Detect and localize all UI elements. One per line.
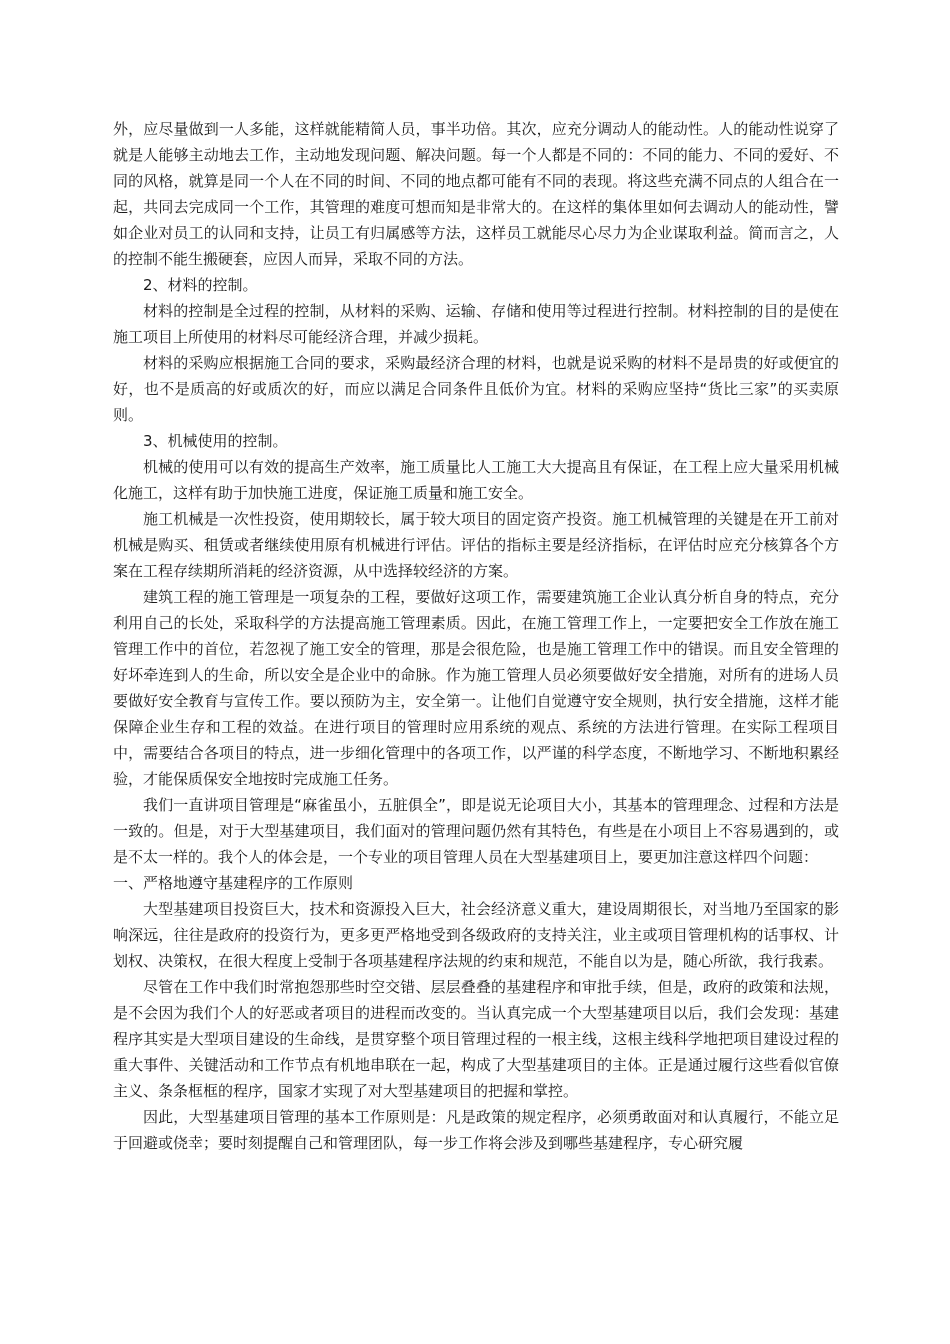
paragraph-material-purchase: 材料的采购应根据施工合同的要求，采购最经济合理的材料，也就是说采购的材料不是昂贵的好或便宜的好，也不是质高的好或质次的好，而应以满足合同条件且低价为宜。材料的采购应坚持“货比三家”的买卖原则。 xyxy=(113,354,840,424)
paragraph-project-management-intro: 我们一直讲项目管理是“麻雀虽小，五脏俱全”，即是说无论项目大小，其基本的管理理念、过程和方法是一致的。但是，对于大型基建项目，我们面对的管理问题仍然有其特色，有些是在小项目上不容易遇到的，或是不太一样的。我个人的体会是，一个专业的项目管理人员在大型基建项目上，要更加注意这样四个问题： xyxy=(113,796,839,866)
paragraph-construction-management: 建筑工程的施工管理是一项复杂的工程，要做好这项工作，需要建筑施工企业认真分析自身的特点，充分利用自己的长处，采取科学的方法提高施工管理素质。因此，在施工管理工作上，一定要把安全工作放在施工管理工作中的首位，若忽视了施工安全的管理，那是会很危险，也是施工管理工作中的错误。而且安全管理的好坏牵连到人的生命，所以安全是企业中的命脉。作为施工管理人员必须要做好安全措施，对所有的进场人员要做好安全教育与宣传工作。要以预防为主，安全第一。让他们自觉遵守安全规则，执行安全措施，这样才能保障企业生存和工程的效益。在进行项目的管理时应用系统的观点、系统的方法进行管理。在实际工程项目中，需要结合各项目的特点，进一步细化管理中的各项工作，以严谨的科学态度，不断地学习、不断地积累经验，才能保质保安全地按时完成施工任务。 xyxy=(113,588,839,788)
section-heading-capital-construction-procedure: 一、严格地遵守基建程序的工作原则 xyxy=(113,874,354,892)
paragraph-material-control: 材料的控制是全过程的控制，从材料的采购、运输、存储和使用等过程进行控制。材料控制的目的是使在施工项目上所使用的材料尽可能经济合理，并减少损耗。 xyxy=(113,302,839,346)
paragraph-machinery-use: 机械的使用可以有效的提高生产效率，施工质量比人工施工大大提高且有保证，在工程上应大量采用机械化施工，这样有助于加快施工进度，保证施工质量和施工安全。 xyxy=(113,458,839,502)
section-heading-machinery-control: 3、机械使用的控制。 xyxy=(143,432,288,450)
paragraph-working-principle: 因此，大型基建项目管理的基本工作原则是：凡是政策的规定程序，必须勇敢面对和认真履行，不能立足于回避或侥幸；要时刻提醒自己和管理团队，每一步工作将会涉及到哪些基建程序，专心研究履 xyxy=(113,1108,839,1152)
paragraph-machinery-investment: 施工机械是一次性投资，使用期较长，属于较大项目的固定资产投资。施工机械管理的关键是在开工前对机械是购买、租赁或者继续使用原有机械进行评估。评估的指标主要是经济指标，在评估时应充分核算各个方案在工程存续期所消耗的经济资源，从中选择较经济的方案。 xyxy=(113,510,839,580)
paragraph-large-projects: 大型基建项目投资巨大，技术和资源投入巨大，社会经济意义重大，建设周期很长，对当地乃至国家的影响深远，往往是政府的投资行为，更多更严格地受到各级政府的支持关注，业主或项目管理机构的话事权、计划权、决策权，在很大程度上受制于各项基建程序法规的约束和规范，不能自以为是，随心所欲，我行我素。 xyxy=(113,900,839,970)
paragraph-staff-control: 外，应尽量做到一人多能，这样就能精简人员，事半功倍。其次，应充分调动人的能动性。人的能动性说穿了就是人能够主动地去工作，主动地发现问题、解决问题。每一个人都是不同的：不同的能力、不同的爱好、不同的风格，就算是同一个人在不同的时间、不同的地点都可能有不同的表现。将这些充满不同点的人组合在一起，共同去完成同一个工作，其管理的难度可想而知是非常大的。在这样的集体里如何去调动人的能动性，譬如企业对员工的认同和支持，让员工有归属感等方法，这样员工就能尽心尽力为企业谋取利益。简而言之，人的控制不能生搬硬套，应因人而异，采取不同的方法。 xyxy=(113,120,839,268)
document-body xyxy=(113,116,839,1156)
paragraph-procedures-lifeline: 尽管在工作中我们时常抱怨那些时空交错、层层叠叠的基建程序和审批手续，但是，政府的政策和法规，是不会因为我们个人的好恶或者项目的进程而改变的。当认真完成一个大型基建项目以后，我们会发现：基建程序其实是大型项目建设的生命线，是贯穿整个项目管理过程的一根主线，这根主线科学地把项目建设过程的重大事件、关键活动和工作节点有机地串联在一起，构成了大型基建项目的主体。正是通过履行这些看似官僚主义、条条框框的程序，国家才实现了对大型基建项目的把握和掌控。 xyxy=(113,978,839,1100)
section-heading-material-control: 2、材料的控制。 xyxy=(143,276,258,294)
